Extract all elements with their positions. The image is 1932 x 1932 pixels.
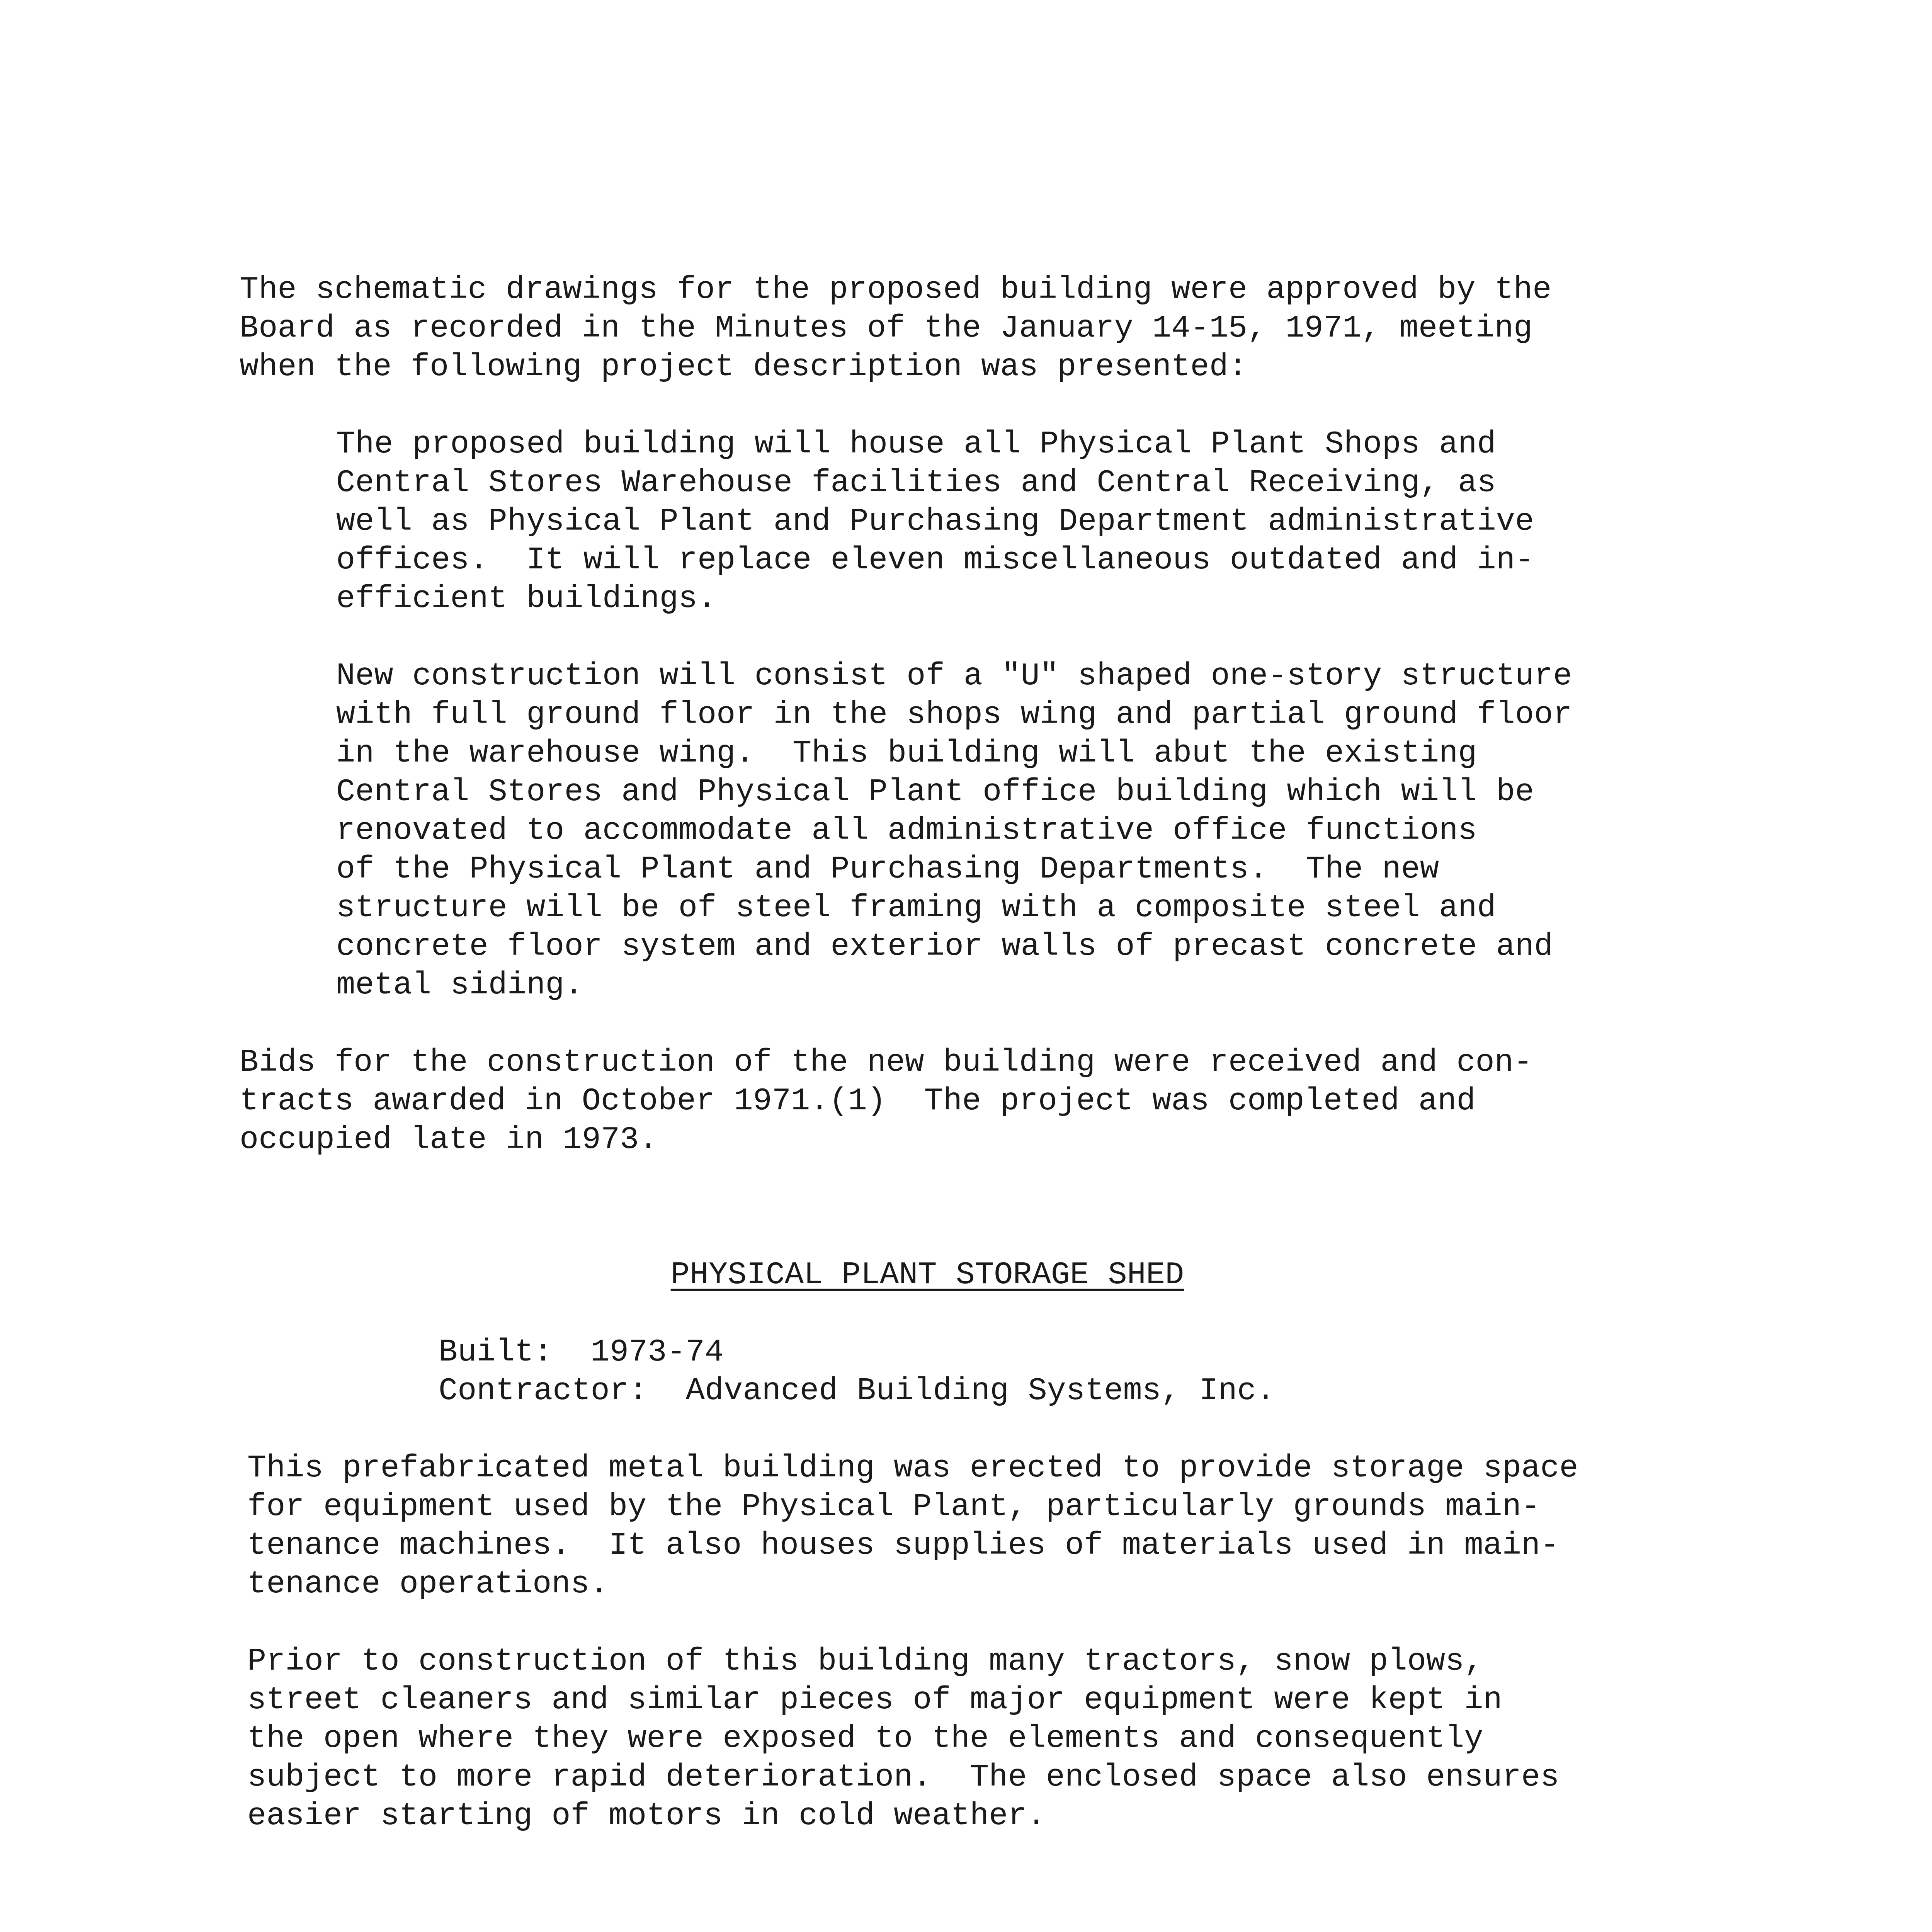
built-line: Built: 1973-74 bbox=[439, 1334, 724, 1370]
text-line: metal siding. bbox=[336, 967, 583, 1003]
text-line: The schematic drawings for the proposed building were approved by the bbox=[240, 272, 1552, 308]
text-line: of the Physical Plant and Purchasing Departments. The new bbox=[336, 851, 1439, 887]
text-line: for equipment used by the Physical Plant, particularly grounds main- bbox=[247, 1489, 1541, 1525]
text-line: tenance operations. bbox=[247, 1566, 609, 1602]
text-line: the open where they were exposed to the elements and consequently bbox=[247, 1721, 1483, 1757]
quoted-description-paragraph-1 bbox=[336, 425, 1534, 618]
text-line: tracts awarded in October 1971.(1) The project was completed and bbox=[240, 1083, 1476, 1119]
text-line: when the following project description was presented: bbox=[240, 349, 1248, 385]
text-line: concrete floor system and exterior walls of precast concrete and bbox=[336, 929, 1553, 964]
text-line: Prior to construction of this building many tractors, snow plows, bbox=[247, 1643, 1483, 1679]
text-line: structure will be of steel framing with a composite steel and bbox=[336, 890, 1496, 926]
text-line: efficient buildings. bbox=[336, 581, 717, 617]
text-line: tenance machines. It also houses supplies of materials used in main- bbox=[247, 1527, 1560, 1563]
text-line: The proposed building will house all Physical Plant Shops and bbox=[336, 426, 1496, 462]
text-line: street cleaners and similar pieces of major equipment were kept in bbox=[247, 1682, 1502, 1718]
text-line: subject to more rapid deterioration. The enclosed space also ensures bbox=[247, 1759, 1560, 1795]
text-line: Bids for the construction of the new building were received and con- bbox=[240, 1044, 1533, 1080]
text-line: occupied late in 1973. bbox=[240, 1122, 658, 1158]
intro-paragraph bbox=[240, 270, 1551, 386]
text-line: Board as recorded in the Minutes of the January 14-15, 1971, meeting bbox=[240, 310, 1533, 346]
text-line: New construction will consist of a "U" shaped one-story structure bbox=[336, 658, 1572, 694]
bids-paragraph bbox=[240, 1043, 1532, 1159]
text-line: in the warehouse wing. This building will abut the existing bbox=[336, 735, 1477, 771]
quoted-description-paragraph-2 bbox=[336, 657, 1572, 1005]
text-line: easier starting of motors in cold weather. bbox=[247, 1798, 1046, 1834]
text-line: Central Stores Warehouse facilities and Central Receiving, as bbox=[336, 465, 1496, 501]
text-line: renovated to accommodate all administrative office functions bbox=[336, 813, 1477, 849]
text-line: well as Physical Plant and Purchasing Department administrative bbox=[336, 503, 1534, 539]
shed-history-paragraph bbox=[247, 1642, 1559, 1835]
shed-description-paragraph bbox=[247, 1449, 1578, 1604]
section-heading: PHYSICAL PLANT STORAGE SHED bbox=[670, 1257, 1184, 1293]
text-line: offices. It will replace eleven miscellaneous outdated and in- bbox=[336, 542, 1534, 578]
building-facts bbox=[439, 1333, 1275, 1410]
text-line: with full ground floor in the shops wing and partial ground floor bbox=[336, 697, 1572, 733]
contractor-line: Contractor: Advanced Building Systems, Inc. bbox=[439, 1373, 1276, 1409]
text-line: This prefabricated metal building was erected to provide storage space bbox=[247, 1450, 1578, 1486]
text-line: Central Stores and Physical Plant office building which will be bbox=[336, 774, 1534, 810]
